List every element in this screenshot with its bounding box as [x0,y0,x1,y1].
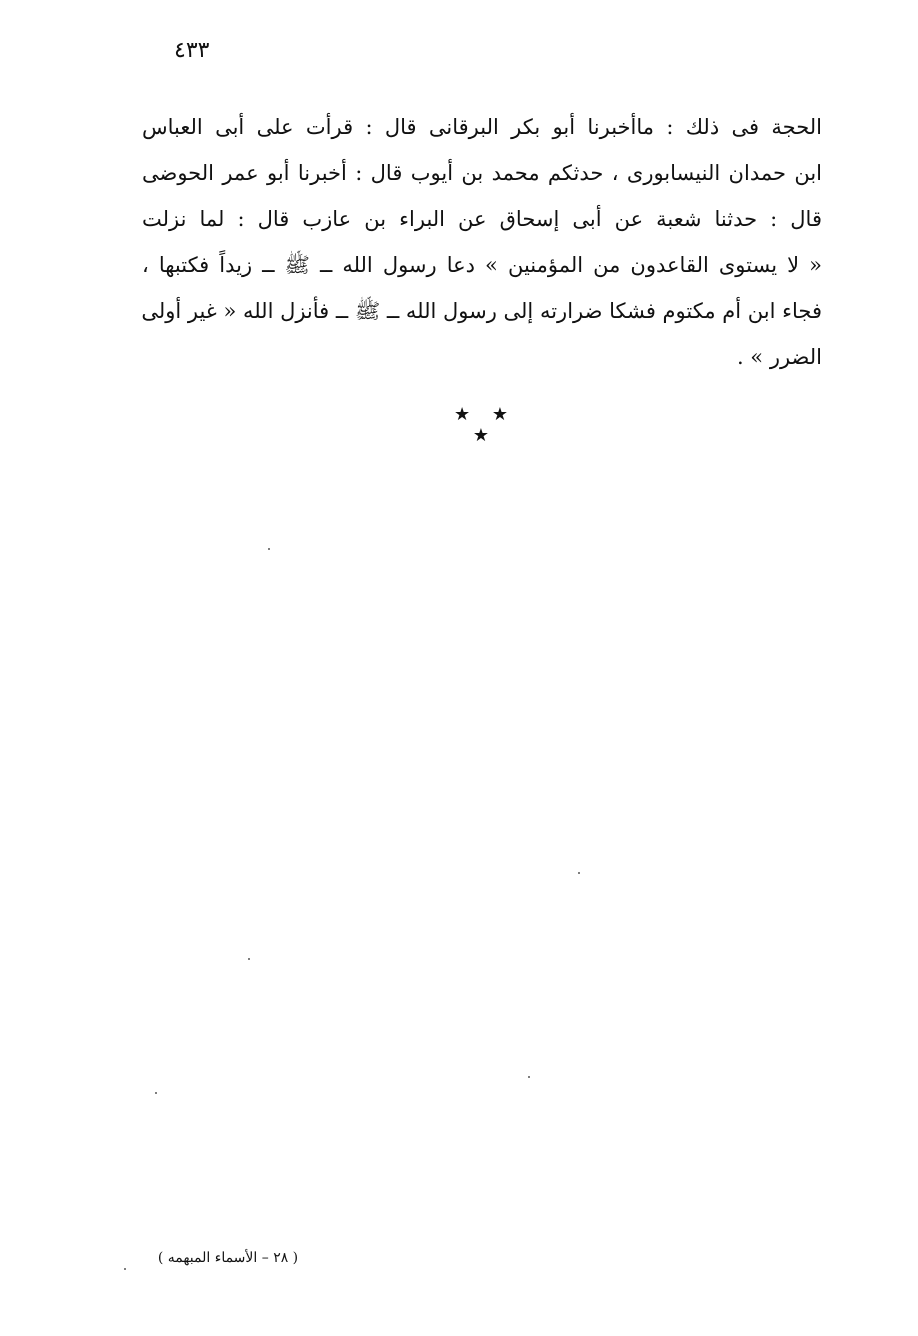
page-number: ٤٣٣ [174,38,210,63]
body-text [142,104,822,380]
text-line: ابن حمدان النيسابورى ، حدثكم محمد بن أيوب قال : أخبرنا أبو عمر الحوضى [142,161,822,185]
text-line: فجاء ابن أم مكتوم فشكا ضرارته إلى رسول الله ــ ﷺ ــ فأنزل الله « غير أولى [141,299,822,323]
section-separator: ★ ★ ★ [454,404,516,446]
text-line: « لا يستوى القاعدون من المؤمنين » دعا رسول الله ــ ﷺ ــ زيداً فكتبها ، [142,253,822,277]
scan-speck [248,958,250,960]
footer-signature: ( ٢٨ – الأسماء المبهمه ) [157,1250,299,1266]
scan-speck [528,1076,530,1078]
text-line: الضرر » . [736,345,822,369]
scan-speck [578,872,580,874]
text-line: قال : حدثنا شعبة عن أبى إسحاق عن البراء بن عازب قال : لما نزلت [142,207,822,231]
text-line: الحجة فى ذلك : ماأخبرنا أبو بكر البرقانى قال : قرأت على أبى العباس [142,115,822,139]
scan-speck [155,1092,157,1094]
scan-speck [124,1268,126,1270]
scan-speck [268,548,270,550]
